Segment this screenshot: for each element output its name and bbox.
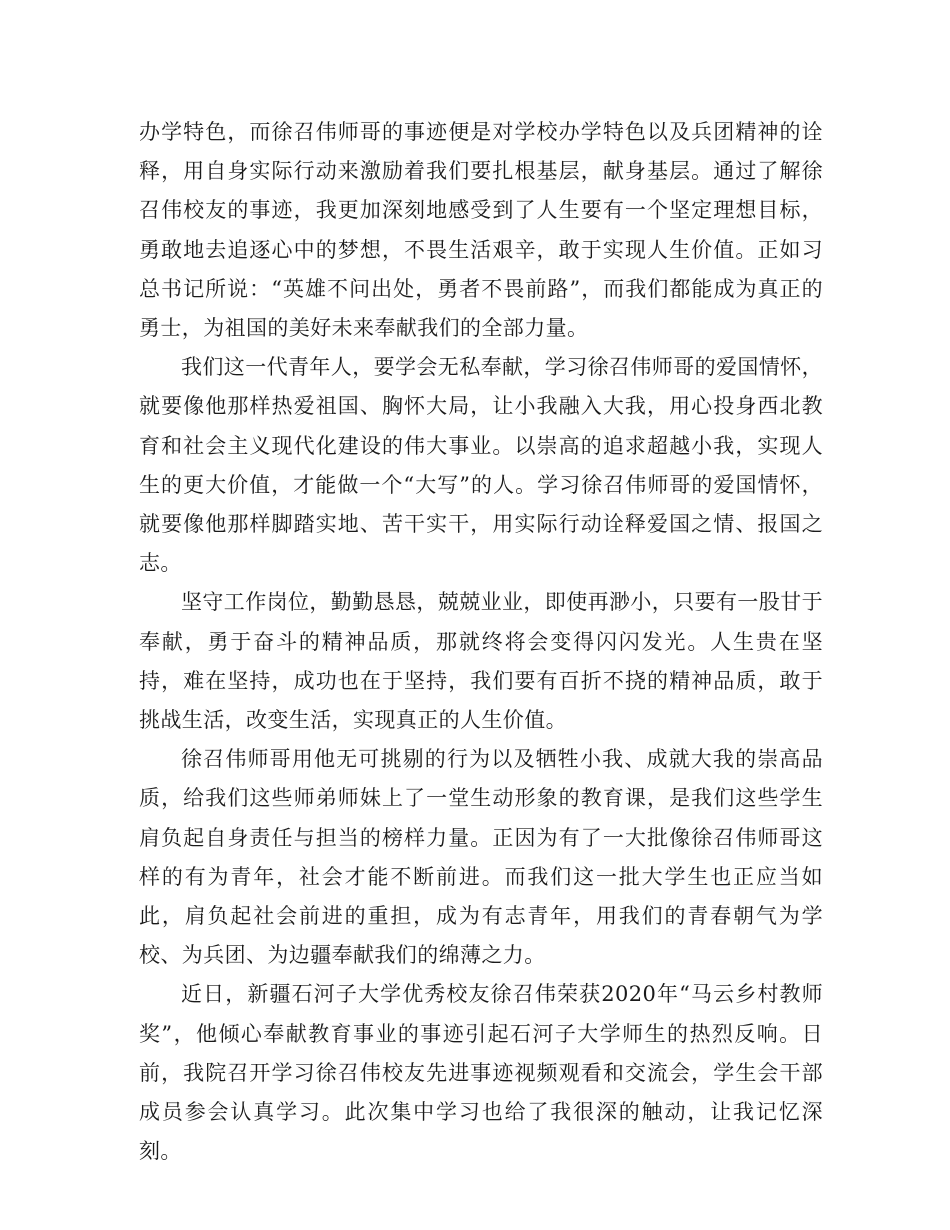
- paragraph-4: 徐召伟师哥用他无可挑剔的行为以及牺牲小我、成就大我的崇高品质，给我们这些师弟师妹上了一堂生动形象的教育课，是我们这些学生肩负起自身责任与担当的榜样力量。正因为有了一大批像徐召伟师哥这样的有为青年，社会才能不断前进。而我们这一批大学生也正应当如此，肩负起社会前进的重担，成为有志青年，用我们的青春朝气为学校、为兵团、为边疆奉献我们的绵薄之力。: [139, 747, 823, 968]
- paragraph-1: 办学特色，而徐召伟师哥的事迹便是对学校办学特色以及兵团精神的诠释，用自身实际行动来激励着我们要扎根基层，献身基层。通过了解徐召伟校友的事迹，我更加深刻地感受到了人生要有一个坚定理想目标，勇敢地去追逐心中的梦想，不畏生活艰辛，敢于实现人生价值。正如习总书记所说：“英雄不问出处，勇者不畏前路”，而我们都能成为真正的勇士，为祖国的美好未来奉献我们的全部力量。: [139, 120, 823, 341]
- paragraph-3: 坚守工作岗位，勤勤恳恳，兢兢业业，即使再渺小，只要有一股甘于奉献，勇于奋斗的精神品质，那就终将会变得闪闪发光。人生贵在坚持，难在坚持，成功也在于坚持，我们要有百折不挠的精神品质，敢于挑战生活，改变生活，实现真正的人生价值。: [139, 590, 823, 733]
- paragraph-2: 我们这一代青年人，要学会无私奉献，学习徐召伟师哥的爱国情怀，就要像他那样热爱祖国、胸怀大局，让小我融入大我，用心投身西北教育和社会主义现代化建设的伟大事业。以崇高的追求超越小我，实现人生的更大价值，才能做一个“大写”的人。学习徐召伟师哥的爱国情怀，就要像他那样脚踏实地、苦干实干，用实际行动诠释爱国之情、报国之志。: [139, 355, 823, 576]
- paragraph-5: 近日，新疆石河子大学优秀校友徐召伟荣获2020年“马云乡村教师奖”，他倾心奉献教育事业的事迹引起石河子大学师生的热烈反响。日前，我院召开学习徐召伟校友先进事迹视频观看和交流会，学生会干部成员参会认真学习。此次集中学习也给了我很深的触动，让我记忆深刻。: [139, 982, 823, 1164]
- document-page: [139, 113, 823, 1171]
